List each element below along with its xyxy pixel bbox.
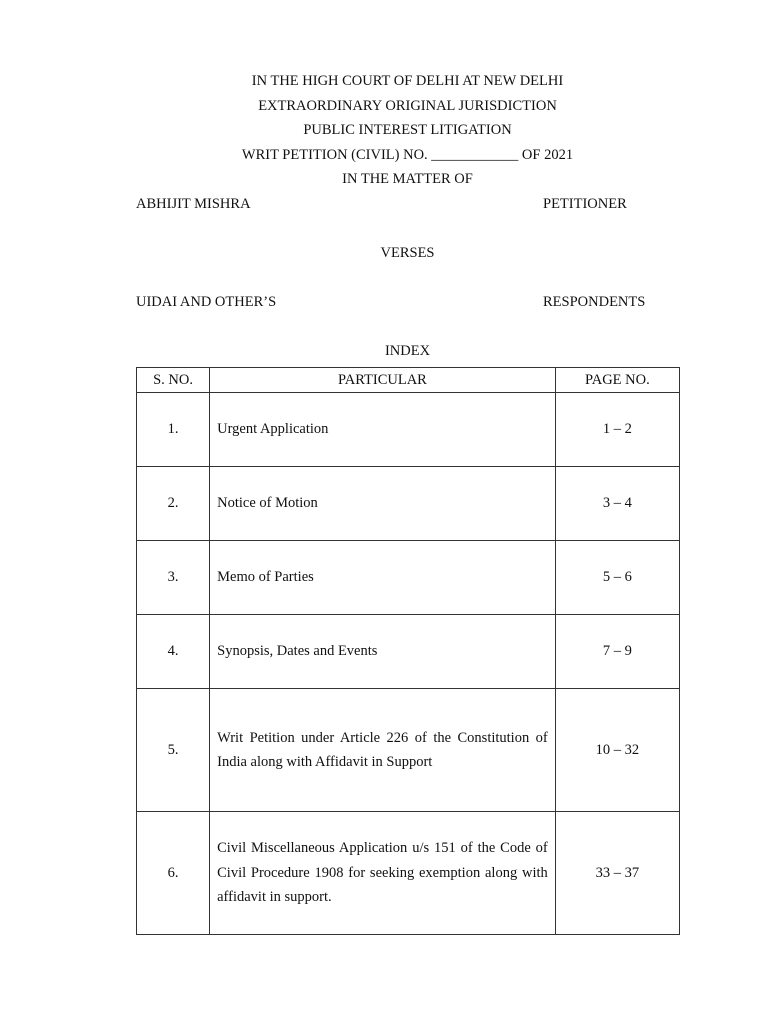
table-row <box>137 615 680 689</box>
row-page-no: 5 – 6 <box>555 541 679 615</box>
row-sno: 3. <box>137 541 210 615</box>
column-header-particular: PARTICULAR <box>210 368 556 393</box>
row-particular: Synopsis, Dates and Events <box>210 615 556 689</box>
row-sno: 5. <box>137 689 210 812</box>
petition-number: WRIT PETITION (CIVIL) NO. ____________ OF 2021 <box>241 147 574 163</box>
row-particular: Memo of Parties <box>210 541 556 615</box>
jurisdiction-title: EXTRAORDINARY ORIGINAL JURISDICTION <box>258 98 557 114</box>
respondent-name: UIDAI AND OTHER’S <box>136 294 277 310</box>
row-particular: Notice of Motion <box>210 467 556 541</box>
index-table <box>136 367 680 935</box>
table-header-row <box>137 368 680 393</box>
table-row <box>137 689 680 812</box>
row-particular: Writ Petition under Article 226 of the Constitution of India along with Affidavit in Support <box>210 689 556 812</box>
litigation-title: PUBLIC INTEREST LITIGATION <box>303 122 512 138</box>
row-particular: Urgent Application <box>210 393 556 467</box>
versus-label: VERSES <box>380 245 435 261</box>
petitioner-role: PETITIONER <box>543 196 627 212</box>
row-page-no: 33 – 37 <box>555 812 679 935</box>
petitioner-name: ABHIJIT MISHRA <box>136 196 251 212</box>
index-title: INDEX <box>384 343 431 359</box>
respondent-role: RESPONDENTS <box>543 294 646 310</box>
table-row <box>137 541 680 615</box>
column-header-sno: S. NO. <box>137 368 210 393</box>
row-page-no: 3 – 4 <box>555 467 679 541</box>
court-title: IN THE HIGH COURT OF DELHI AT NEW DELHI <box>251 73 564 89</box>
row-particular: Civil Miscellaneous Application u/s 151 of the Code of Civil Procedure 1908 for seeking exemption along with affidavit in support. <box>210 812 556 935</box>
table-row <box>137 467 680 541</box>
row-sno: 1. <box>137 393 210 467</box>
column-header-page-no: PAGE NO. <box>555 368 679 393</box>
row-sno: 4. <box>137 615 210 689</box>
matter-heading: IN THE MATTER OF <box>342 171 473 187</box>
row-page-no: 7 – 9 <box>555 615 679 689</box>
row-page-no: 10 – 32 <box>555 689 679 812</box>
table-row <box>137 393 680 467</box>
row-sno: 2. <box>137 467 210 541</box>
row-page-no: 1 – 2 <box>555 393 679 467</box>
table-row <box>137 812 680 935</box>
row-sno: 6. <box>137 812 210 935</box>
